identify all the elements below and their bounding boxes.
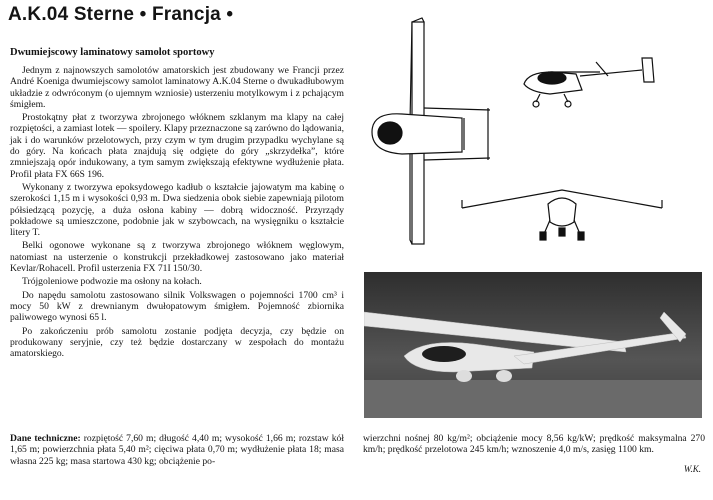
paragraph-fuselage: Wykonany z tworzywa epoksydowego kadłub o kształcie jajowatym ma kabinę o szerokości 1,15 m i wysokości 0,93 m. Dwa siedzenia obok siebie zapewniają pilotom półsiedzącą pozycję, a duża osłona kabiny — dobrą widoczność. Przyrządy pokładowe są umieszczone, podobnie jak w szybowcach, na wysięgniku o kształcie litery T. (10, 181, 344, 239)
front-view-fuselage (548, 198, 576, 226)
technical-data-text: rozpiętość 7,60 m; długość 4,40 m; wysokość 1,66 m; rozstaw kół 1,65 m; powierzchnia płata 5,40 m²; cięciwa płata 0,70 m; wydłużenie płata 18; masa własna 225 kg; masa startowa 430 kg; obciążenie po- (10, 433, 344, 467)
paragraph-engine: Do napędu samolotu zastosowano silnik Volkswagen o pojemności 1700 cm³ i mocy 50 kW z drewnianym dwułopatowym śmigłem. Pojemność zbiornika paliwowego wynosi 65 l. (10, 289, 344, 324)
author-signature: W.K. (683, 464, 701, 474)
side-view-canopy (538, 72, 566, 84)
paragraph-wing: Prostokątny płat z tworzywa zbrojonego włóknem szklanym ma klapy na całej rozpiętości, a zamiast lotek — spoilery. Klapy przeznaczone są zarówno do lądowania, jak i do warunków przelotowych, przy czym w tym drugim przypadku wychylane są do góry. Na końcach płata znajdują się odgięte do góry „skrzydełka”, które zmniejszają opór indukowany, a tym samym zwiększają efektywne wydłużenie płata. Profil płata FX 66S 196. (10, 112, 344, 180)
paragraph-conclusion: Po zakończeniu prób samolotu zostanie podjęta decyzja, czy będzie on produkowany seryjnie, czy też będzie dostarczany w zespołach do montażu amatorskiego. (10, 325, 344, 360)
side-view-tail (642, 58, 654, 82)
top-view-boom-upper (424, 108, 490, 110)
paragraph-tail-booms: Belki ogonowe wykonane są z tworzywa zbrojonego włóknem węglowym, natomiast na usterzenie o konstrukcji przekładkowej zastosowano jako materiał Kevlar/Rohacell. Profil usterzenia FX 71I 150/30. (10, 240, 344, 275)
technical-data-continued: wierzchni nośnej 80 kg/m²; obciążenie mocy 8,56 kg/kW; prędkość maksymalna 270 km/h; prędkość przelotowa 245 km/h; wznoszenie 4,0 m/s, zasięg 1100 km. (363, 433, 705, 456)
article-body (10, 65, 344, 361)
page-title: A.K.04 Sterne • Francja • (8, 4, 234, 25)
article-subtitle: Dwumiejscowy laminatowy samolot sportowy (10, 47, 215, 58)
paragraph-landing-gear: Trójgoleniowe podwozie ma osłony na kołach. (22, 276, 202, 288)
paragraph-intro: Jednym z najnowszych samolotów amatorskich jest zbudowany we Francji przez André Koeniga dwumiejscowy samolot laminatowy A.K.04 Sterne o dwukadłubowym układzie z odwróconym (o ujemnym wzniosie) usterzeniu motylkowym i z pchającym śmigłem. (10, 65, 344, 110)
photo-canopy (422, 346, 466, 362)
top-view-canopy (378, 122, 402, 144)
side-view-boom (580, 70, 642, 76)
aircraft-photo (364, 272, 702, 418)
side-view-gear (536, 94, 568, 102)
technical-data-label: Dane techniczne: (10, 433, 81, 444)
aircraft-three-view-drawing (352, 0, 713, 268)
top-view-boom-lower (424, 158, 490, 160)
technical-data (10, 433, 344, 467)
